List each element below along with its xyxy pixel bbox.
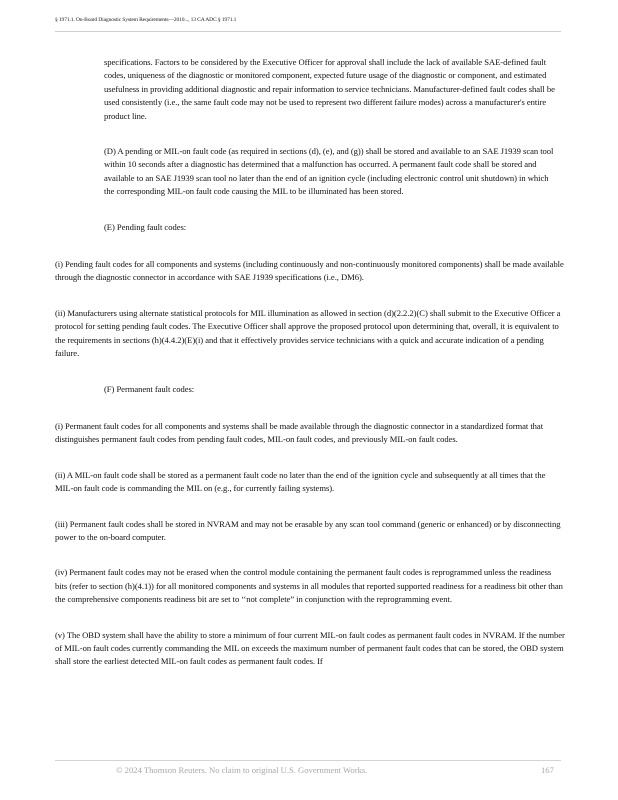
paragraph-f-v: (v) The OBD system shall have the ability to store a minimum of four current MIL-on fault codes as permanent fault codes in NVRAM. If the number of MIL-on fault codes currently commanding the MIL on exceeds the maximum number of permanent fault codes that can be stored, the OBD system shall store the earliest detected MIL-on fault codes as permanent fault codes. If [55, 629, 565, 667]
paragraph-f-iv: (iv) Permanent fault codes may not be erased when the control module containing the permanent fault codes is reprogrammed unless the readiness bits (refer to section (h)(4.1)) for all monitored components and systems in all modules that reported supported readiness for a readiness bit other than the comprehensive components readiness bit are set to ‘‘not complete” in conjunction with the reprogramming event. [55, 567, 563, 605]
paragraph-f-i: (i) Permanent fault codes for all components and systems shall be made available through the diagnostic connector in a standardized format that distinguishes permanent fault codes from pending fault codes, MIL-on fault codes, and previously MIL-on fault codes. [55, 420, 544, 445]
copyright-notice: © 2024 Thomson Reuters. No claim to original U.S. Government Works. [116, 765, 368, 775]
paragraph-f-ii: (ii) A MIL-on fault code shall be stored as a permanent fault code no later than the end of the ignition cycle and subsequently at all times that the MIL-on fault code is commanding the MIL on (e.g., for currently failing systems). [55, 469, 546, 494]
heading-permanent-fault-codes: (F) Permanent fault codes: [104, 383, 195, 394]
paragraph-e-ii: (ii) Manufacturers using alternate statistical protocols for MIL illumination as allowed in section (d)(2.2.2)(C) shall submit to the Executive Officer a protocol for setting pending fault codes. The Executive Officer shall approve the proposed protocol upon determining that, overall, it is equivalent to the requirements in sections (h)(4.4.2)(E)(i) and that it effectively provides service technicians with a quick and accurate indication of a pending failure. [55, 307, 561, 359]
heading-pending-fault-codes: (E) Pending fault codes: [104, 221, 187, 232]
paragraph-f-iii: (iii) Permanent fault codes shall be stored in NVRAM and may not be erasable by any scan tool command (generic or enhanced) or by disconnecting power to the on-board computer. [55, 518, 561, 542]
header-divider [55, 31, 561, 32]
document-body [55, 56, 565, 669]
footer-divider [55, 760, 561, 761]
paragraph-d: (D) A pending or MIL-on fault code (as required in sections (d), (e), and (g)) shall be stored and available to an SAE J1939 scan tool within 10 seconds after a diagnostic has determined that a malfunction has occurred. A permanent fault code shall be stored and available to an SAE J1939 scan tool no later than the end of an ignition cycle (including electronic control unit shutdown) in which the corresponding MIL-on fault code causing the MIL to be illuminated has been stored. [104, 146, 554, 197]
paragraph-c-continuation: specifications. Factors to be considered by the Executive Officer for approval shall include the lack of available SAE-defined fault codes, uniqueness of the diagnostic or monitored component, expected future usage of the diagnostic or component, and estimated usefulness in providing additional diagnostic and repair information to service technicians. Manufacturer-defined fault codes shall be used consistently (i.e., the same fault code may not be used to represent two different failure modes) across a manufacturer's entire product line. [104, 57, 555, 121]
running-header: § 1971.1. On-Board Diagnostic System Requirements—2010..., 13 CA ADC § 1971.1 [55, 17, 237, 23]
page-number: 167 [541, 765, 554, 775]
paragraph-e-i: (i) Pending fault codes for all components and systems (including continuously and non-continuously monitored components) shall be made available through the diagnostic connector in accordance with SAE J1939 specifications (i.e., DM6). [55, 259, 564, 283]
